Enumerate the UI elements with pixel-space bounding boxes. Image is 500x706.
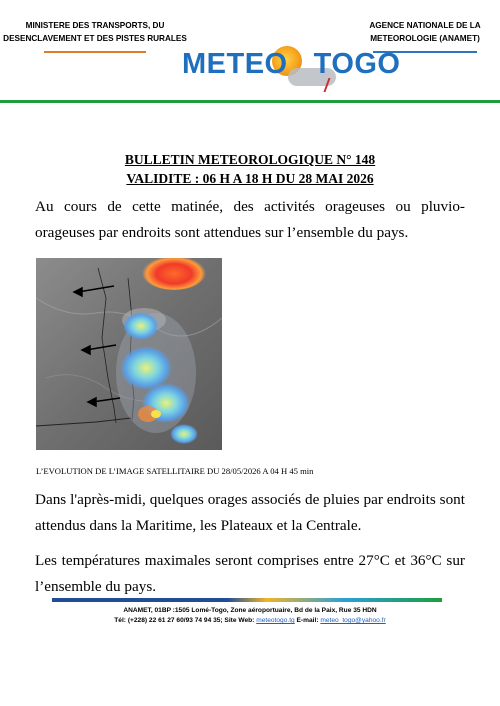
ministry-rule [44, 51, 146, 53]
ministry-line2: DESENCLAVEMENT ET DES PISTES RURALES [3, 34, 187, 43]
bulletin-title: BULLETIN METEOROLOGIQUE N° 148 [124, 152, 376, 167]
bulletin-title-block [0, 150, 500, 188]
footer [0, 606, 500, 626]
afternoon-forecast: Dans l'après-midi, quelques orages associés de pluies par endroits sont attendus dans la Maritime, les Plateaux et la Centrale. [35, 491, 465, 534]
bulletin-validity: VALIDITE : 06 H A 18 H DU 28 MAI 2026 [126, 171, 374, 186]
agency-line1: AGENCE NATIONALE DE LA [369, 21, 481, 30]
ministry-header [0, 19, 190, 53]
logo-text [182, 48, 401, 81]
agency-line2: METEOROLOGIE (ANAMET) [370, 34, 480, 43]
email-link[interactable]: meteo_togo@yahoo.fr [320, 617, 386, 624]
footer-address: ANAMET, 01BP :1505 Lomé-Togo, Zone aéroportuaire, Bd de la Paix, Rue 35 HDN [123, 607, 377, 614]
temperature-forecast: Les températures maximales seront comprises entre 27°C et 36°C sur l’ensemble du pays. [35, 552, 465, 595]
footer-tel: Tél: (+228) 22 61 27 60/93 74 94 35; Site Web: [114, 617, 257, 624]
satellite-image [36, 258, 222, 450]
logo-text-togo: TOGO [313, 48, 401, 80]
footer-email-label: E-mail: [294, 617, 321, 624]
logo-text-meteo: METEO [182, 48, 288, 80]
satellite-caption: L’EVOLUTION DE L’IMAGE SATELLITAIRE DU 28/05/2026 A 04 H 45 min [36, 466, 314, 476]
meteo-togo-logo [176, 40, 401, 92]
footer-color-bar [52, 598, 442, 602]
morning-forecast: Au cours de cette matinée, des activités orageuses ou pluvio-orageuses par endroits sont attendues sur l’ensemble du pays. [35, 198, 465, 241]
ministry-line1: MINISTERE DES TRANSPORTS, DU [25, 21, 165, 30]
footer-contact [0, 616, 500, 626]
website-link[interactable]: meteotogo.tg [256, 617, 295, 624]
header-divider [0, 100, 500, 103]
